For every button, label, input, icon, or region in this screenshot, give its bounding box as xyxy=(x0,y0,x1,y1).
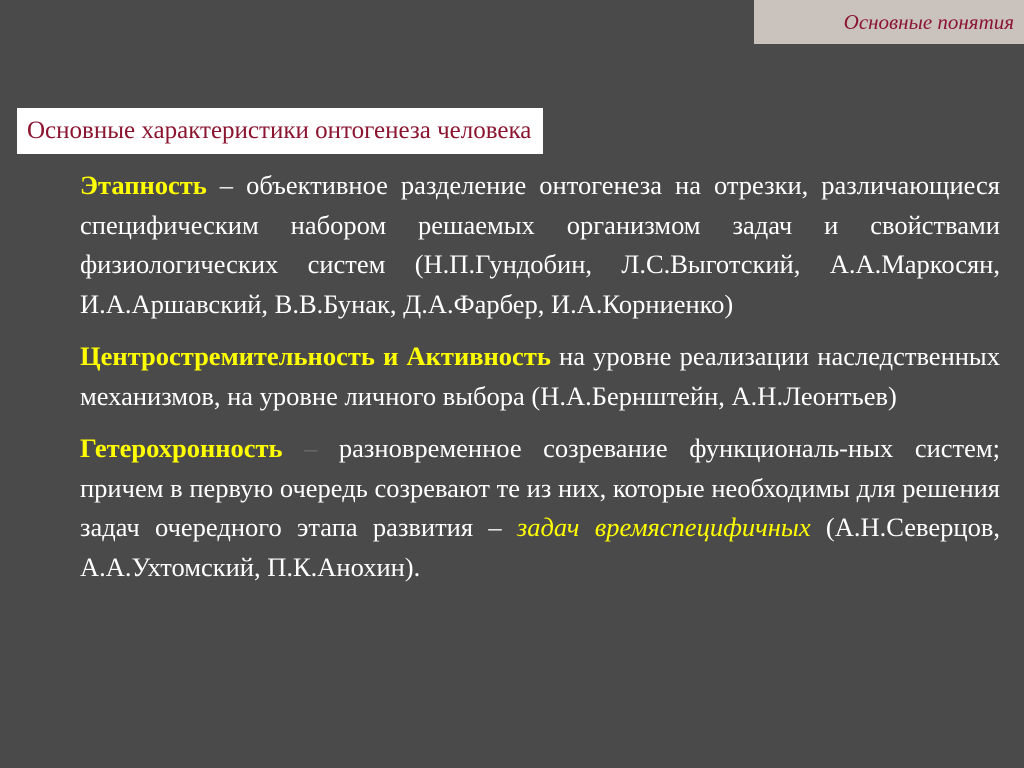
paragraph-centripetal xyxy=(80,337,1000,416)
heterochrony-dash: – xyxy=(282,433,339,463)
paragraph-heterochrony-text-b: (А.Н.Северцов, А.А.Ухтомский, П.К.Анохин). xyxy=(80,512,1000,582)
paragraph-heterochrony-text-a: разновременное созревание функциональ-ных систем; причем в первую очередь созревают те из них, которые необходимы для решения задач очередного этапа развития – xyxy=(80,433,1000,542)
section-label: Основные понятия xyxy=(754,0,1024,44)
term-heterochrony: Гетерохронность xyxy=(80,433,283,463)
paragraph-centripetal-text: на уровне реализации наследственных механизмов, на уровне личного выбора (Н.А.Бернштейн, А.Н.Леонтьев) xyxy=(80,341,1000,411)
paragraph-heterochrony xyxy=(80,429,1000,587)
slide-content xyxy=(80,166,1000,600)
term-centripetal: Центростремительность xyxy=(80,341,375,371)
term-conjunction: и xyxy=(374,341,407,371)
paragraph-stages xyxy=(80,166,1000,324)
term-stages: Этапность xyxy=(80,170,207,200)
emphasis-time-specific: задач времяспецифичных xyxy=(516,512,811,542)
slide-title: Основные характеристики онтогенеза человека xyxy=(17,108,543,154)
term-activity: Активность xyxy=(406,341,551,371)
paragraph-stages-text: – объективное разделение онтогенеза на отрезки, различающиеся специфическим набором решаемых организмом задач и свойствами физиологических систем (Н.П.Гундобин, Л.С.Выготский, А.А.Маркосян, И.А.Аршавский, В.В.Бунак, Д.А.Фарбер, И.А.Корниенко) xyxy=(80,170,1000,319)
